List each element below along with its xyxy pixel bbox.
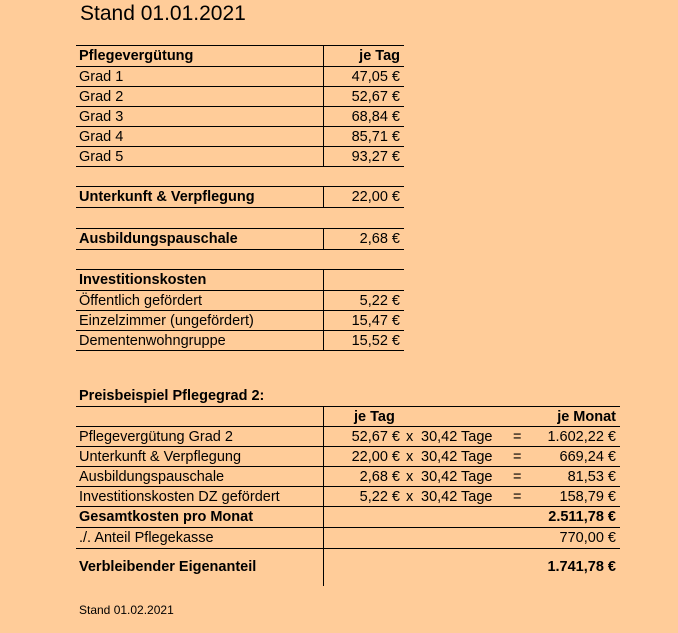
- col-je-monat: je Monat: [557, 409, 616, 425]
- beispiel-row-tage: 30,42 Tage: [421, 429, 493, 445]
- equals-sign: =: [513, 469, 522, 485]
- invest-row-value: 5,22 €: [359, 293, 400, 309]
- unterkunft-label: Unterkunft & Verpflegung: [79, 189, 255, 205]
- beispiel-row-tag: 22,00 €: [351, 449, 400, 465]
- pflege-row-value: 52,67 €: [351, 89, 400, 105]
- pflege-row-value: 93,27 €: [351, 149, 400, 165]
- pflege-row-value: 47,05 €: [351, 69, 400, 85]
- invest-row-label: Dementenwohngruppe: [79, 333, 226, 349]
- beispiel-row-tage: 30,42 Tage: [421, 469, 493, 485]
- invest-row-label: Öffentlich gefördert: [79, 293, 203, 309]
- divider: [76, 249, 404, 250]
- beispiel-row-monat: 81,53 €: [567, 469, 616, 485]
- beispiel-row-monat: 669,24 €: [559, 449, 616, 465]
- beispiel-row-tage: 30,42 Tage: [421, 449, 493, 465]
- divider: [76, 166, 404, 167]
- column-divider: [323, 406, 324, 586]
- multiply-sign: x: [406, 489, 414, 505]
- pflege-row-label: Grad 1: [79, 69, 124, 85]
- eigenanteil-label: Verbleibender Eigenanteil: [79, 559, 257, 575]
- column-divider: [323, 186, 324, 207]
- eigenanteil-value: 1.741,78 €: [547, 559, 616, 575]
- divider: [76, 207, 404, 208]
- beispiel-row-monat: 1.602,22 €: [547, 429, 616, 445]
- column-divider: [323, 228, 324, 249]
- beispiel-row-monat: 158,79 €: [559, 489, 616, 505]
- page-title: Stand 01.01.2021: [80, 2, 246, 25]
- beispiel-row-tag: 52,67 €: [351, 429, 400, 445]
- beispiel-row-label: Pflegevergütung Grad 2: [79, 429, 233, 445]
- beispiel-title: Preisbeispiel Pflegegrad 2:: [79, 388, 265, 404]
- equals-sign: =: [513, 489, 522, 505]
- footer-date: Stand 01.02.2021: [79, 603, 174, 617]
- beispiel-row-tag: 2,68 €: [359, 469, 400, 485]
- multiply-sign: x: [406, 429, 414, 445]
- invest-row-value: 15,52 €: [351, 333, 400, 349]
- ausbildung-value: 2,68 €: [359, 231, 400, 247]
- beispiel-row-label: Ausbildungspauschale: [79, 469, 225, 485]
- gesamt-label: Gesamtkosten pro Monat: [79, 509, 254, 525]
- col-je-tag: je Tag: [354, 409, 395, 425]
- pflege-row-label: Grad 2: [79, 89, 124, 105]
- pflege-row-label: Grad 4: [79, 129, 124, 145]
- equals-sign: =: [513, 429, 522, 445]
- beispiel-row-label: Investitionskosten DZ gefördert: [79, 489, 280, 505]
- pflege-row-label: Grad 3: [79, 109, 124, 125]
- beispiel-row-label: Unterkunft & Verpflegung: [79, 449, 242, 465]
- invest-header: Investitionskosten: [79, 272, 207, 288]
- anteil-label: ./. Anteil Pflegekasse: [79, 530, 214, 546]
- pflege-header: Pflegevergütung: [79, 48, 194, 64]
- anteil-value: 770,00 €: [559, 530, 616, 546]
- unterkunft-value: 22,00 €: [351, 189, 400, 205]
- pflege-row-label: Grad 5: [79, 149, 124, 165]
- multiply-sign: x: [406, 469, 414, 485]
- invest-row-value: 15,47 €: [351, 313, 400, 329]
- multiply-sign: x: [406, 449, 414, 465]
- beispiel-row-tage: 30,42 Tage: [421, 489, 493, 505]
- divider: [76, 350, 404, 351]
- invest-row-label: Einzelzimmer (ungefördert): [79, 313, 254, 329]
- beispiel-row-tag: 5,22 €: [359, 489, 400, 505]
- divider: [76, 548, 620, 549]
- equals-sign: =: [513, 449, 522, 465]
- gesamt-value: 2.511,78 €: [548, 509, 616, 525]
- pflege-row-value: 68,84 €: [351, 109, 400, 125]
- ausbildung-label: Ausbildungspauschale: [79, 231, 238, 247]
- pflege-row-value: 85,71 €: [351, 129, 400, 145]
- pflege-col-header: je Tag: [359, 48, 400, 64]
